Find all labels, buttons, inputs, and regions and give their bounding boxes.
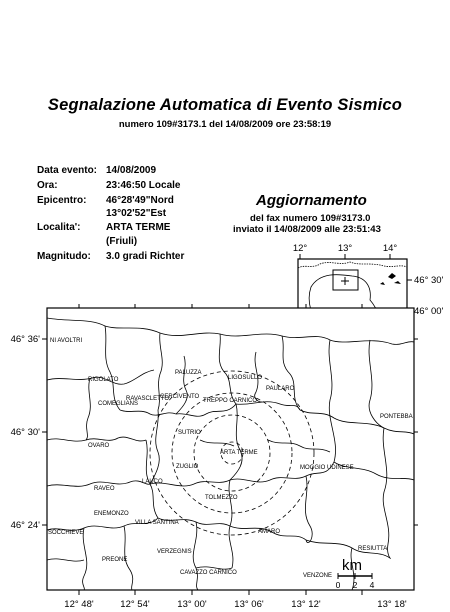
- place-preone: PREONE: [102, 557, 128, 563]
- update-title: Aggiornamento: [256, 192, 367, 209]
- place-socchieve: SOCCHIEVE: [48, 530, 84, 536]
- inset-top-tick-13: 13°: [337, 243, 353, 254]
- place-cavazzo: CAVAZZO CARNICO: [180, 570, 237, 576]
- epicenter-label: Epicentro:: [37, 195, 87, 206]
- scale-unit: km: [342, 557, 362, 574]
- inset-top-tick-12: 12°: [292, 243, 308, 254]
- place-ravascletto: RAVASCLETTO: [126, 396, 170, 402]
- place-tolmezzo: TOLMEZZO: [205, 495, 238, 501]
- locality-label: Localita':: [37, 222, 81, 233]
- epicenter-lat-value: 46°28'49"Nord: [106, 195, 174, 206]
- main-map: [11, 304, 418, 610]
- inset-right-tick-4630: 46° 30': [414, 275, 444, 286]
- event-time-label: Ora:: [37, 180, 58, 191]
- report-subtitle: numero 109#3173.1 del 14/08/2009 ore 23:58:19: [118, 119, 332, 130]
- scale-tick-0: 0: [335, 580, 341, 590]
- place-arta: ARTA TERME: [220, 450, 258, 456]
- event-time-value: 23:46:50 Locale: [106, 180, 181, 191]
- event-date-value: 14/08/2009: [106, 165, 157, 176]
- place-raveo: RAVEO: [94, 486, 115, 492]
- magnitude-value: 3.0 gradi Richter: [106, 251, 185, 262]
- lon-tick-1254: 12° 54': [120, 599, 150, 610]
- epicenter-lon-value: 13°02'52"Est: [106, 208, 167, 219]
- place-treppo: TREPPO CARNICO: [203, 398, 258, 404]
- place-comeglians: COMEGLIANS: [98, 401, 139, 407]
- place-pontebba: PONTEBBA: [380, 414, 413, 420]
- place-venzone: VENZONE: [303, 573, 333, 579]
- place-moggio: MOGGIO UDINESE: [300, 465, 354, 471]
- place-cercivento: CERCIVENTO: [160, 394, 200, 400]
- lon-tick-1300: 13° 00': [177, 599, 207, 610]
- lat-tick-4630: 46° 30': [10, 427, 40, 438]
- lon-tick-1318: 13° 18': [377, 599, 407, 610]
- place-ovaro: OVARO: [88, 443, 110, 449]
- place-lauco: LAUCO: [142, 479, 163, 485]
- place-ligosullo: LIGOSULLO: [228, 375, 263, 381]
- lat-tick-4636: 46° 36': [10, 334, 40, 345]
- scale-tick-2: 2: [352, 580, 358, 590]
- place-avoltri: NI AVOLTRI: [50, 338, 83, 344]
- magnitude-label: Magnitudo:: [37, 251, 91, 262]
- lon-tick-1312: 13° 12': [291, 599, 321, 610]
- place-verzegnis: VERZEGNIS: [157, 549, 192, 555]
- place-paularo: PAULARO: [266, 386, 295, 392]
- place-zuglio: ZUGLIO: [176, 464, 199, 470]
- place-rigolato: RIGOLATO: [88, 377, 119, 383]
- place-sutrio: SUTRIO: [178, 430, 201, 436]
- place-amaro: AMARO: [258, 529, 281, 535]
- place-paluzza: PALUZZA: [175, 370, 202, 376]
- place-resiutta: RESIUTTA: [358, 546, 388, 552]
- locality-value: ARTA TERME: [106, 222, 171, 233]
- lat-tick-4624: 46° 24': [10, 520, 40, 531]
- scale-tick-4: 4: [369, 580, 375, 590]
- event-date-label: Data evento:: [37, 165, 98, 176]
- update-fax-line: del fax numero 109#3173.0: [250, 213, 371, 224]
- inset-right-tick-4600: 46° 00': [414, 306, 444, 317]
- inset-top-tick-14: 14°: [382, 243, 398, 254]
- lon-tick-1248: 12° 48': [64, 599, 94, 610]
- update-sent-line: inviato il 14/08/2009 alle 23:51:43: [233, 224, 381, 235]
- lon-tick-1306: 13° 06': [234, 599, 264, 610]
- place-villa-santina: VILLA SANTINA: [135, 520, 179, 526]
- report-title: Segnalazione Automatica di Evento Sismico: [47, 96, 403, 114]
- region-value: (Friuli): [106, 236, 138, 247]
- place-enemonzo: ENEMONZO: [94, 511, 129, 517]
